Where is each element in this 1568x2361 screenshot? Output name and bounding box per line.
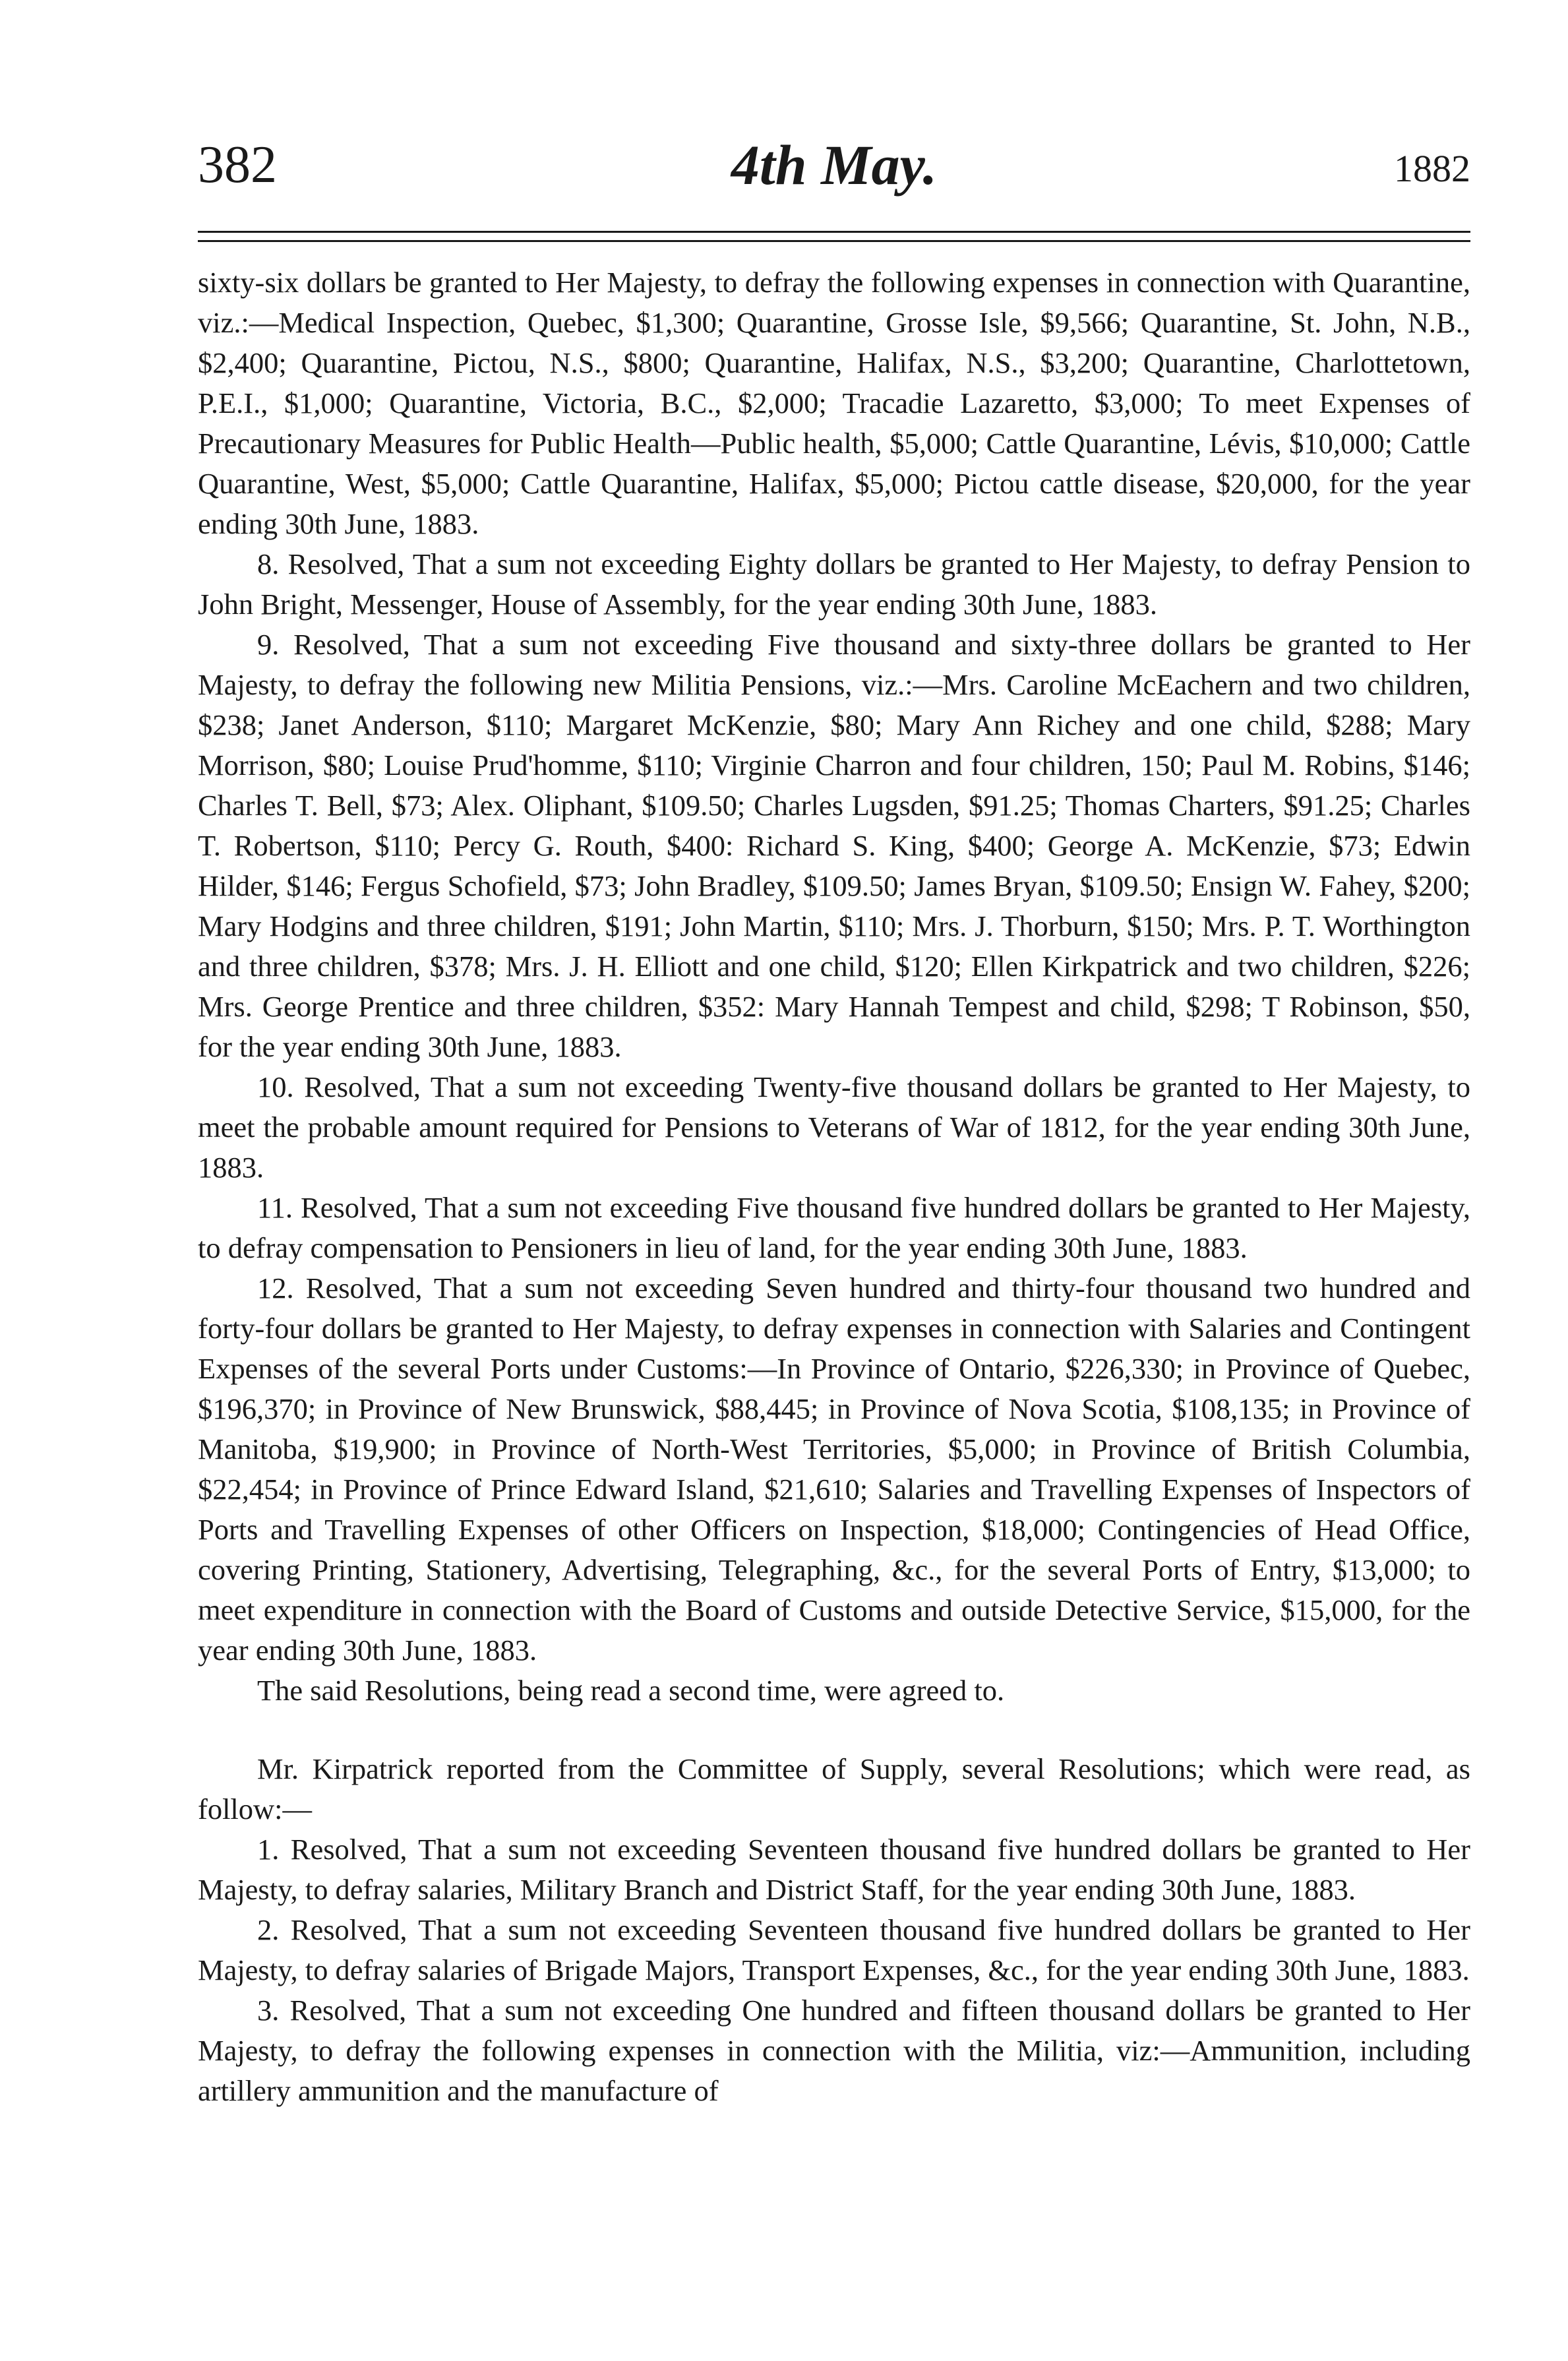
header-rule: [198, 240, 1470, 242]
year-label: 1882: [1394, 147, 1470, 190]
paragraph: 8. Resolved, That a sum not exceeding Eighty dollars be granted to Her Majesty, to defray Pension to John Bright, Messenger, House of Assembly, for the year ending 30th June, 1883.: [198, 547, 1470, 621]
paragraph: 12. Resolved, That a sum not exceeding Seven hundred and thirty-four thousand two hundred and forty-four dollars be granted to Her Majesty, to defray expenses in connection with Salaries and Contingent Expenses of the several Ports under Customs:—In Province of Ontario, $226,330; in Province of Quebec, $196,370; in Province of New Brunswick, $88,445; in Province of Nova Scotia, $108,135; in Province of Manitoba, $19,900; in Province of North-West Territories, $5,000; in Province of British Columbia, $22,454; in Province of Prince Edward Island, $21,610; Salaries and Travelling Expenses of Inspectors of Ports and Travelling Expenses of other Officers on Inspection, $18,000; Contingencies of Head Office, covering Printing, Stationery, Advertising, Telegraphing, &c., for the several Ports of Entry, $13,000; to meet expenditure in connection with the Board of Customs and outside Detective Service, $15,000, for the year ending 30th June, 1883.: [198, 1272, 1470, 1667]
page-header: [198, 132, 1470, 204]
paragraph: 1. Resolved, That a sum not exceeding Seventeen thousand five hundred dollars be granted to Her Majesty, to defray salaries, Military Branch and District Staff, for the year ending 30th June, 1883.: [198, 1833, 1470, 1906]
paragraph: 10. Resolved, That a sum not exceeding Twenty-five thousand dollars be granted to Her Majesty, to meet the probable amount required for Pensions to Veterans of War of 1812, for the year ending 30th June, 1883.: [198, 1070, 1470, 1184]
paragraph: 2. Resolved, That a sum not exceeding Seventeen thousand five hundred dollars be granted to Her Majesty, to defray salaries of Brigade Majors, Transport Expenses, &c., for the year ending 30th June, 1883.: [198, 1913, 1470, 1986]
paragraph: 11. Resolved, That a sum not exceeding Five thousand five hundred dollars be granted to Her Majesty, to defray compensation to Pensioners in lieu of land, for the year ending 30th June, 1883.: [198, 1191, 1470, 1264]
running-head: 4th May.: [731, 133, 938, 197]
header-rule: [198, 231, 1470, 233]
paragraph: The said Resolutions, being read a second time, were agreed to.: [257, 1674, 1005, 1707]
page-number: 382: [198, 136, 277, 194]
paragraph: 3. Resolved, That a sum not exceeding One hundred and fifteen thousand dollars be granted to Her Majesty, to defray the following expenses in connection with the Militia, viz:—Ammunition, including artillery ammunition and the manufacture of: [198, 1994, 1470, 2107]
document-body: [198, 262, 1470, 2111]
paragraph: sixty-six dollars be granted to Her Majesty, to defray the following expenses in connection with Quarantine, viz.:—Medical Inspection, Quebec, $1,300; Quarantine, Grosse Isle, $9,566; Quarantine, St. John, N.B., $2,400; Quarantine, Pictou, N.S., $800; Quarantine, Halifax, N.S., $3,200; Quarantine, Charlottetown, P.E.I., $1,000; Quarantine, Victoria, B.C., $2,000; Tracadie Lazaretto, $3,000; To meet Expenses of Precautionary Measures for Public Health—Public health, $5,000; Cattle Quarantine, Lévis, $10,000; Cattle Quarantine, West, $5,000; Cattle Quarantine, Halifax, $5,000; Pictou cattle disease, $20,000, for the year ending 30th June, 1883.: [198, 266, 1470, 540]
paragraph: Mr. Kirpatrick reported from the Committee of Supply, several Resolutions; which were read, as follow:—: [198, 1752, 1470, 1825]
paragraph: 9. Resolved, That a sum not exceeding Five thousand and sixty-three dollars be granted to Her Majesty, to defray the following new Militia Pensions, viz.:—Mrs. Caroline McEachern and two children, $238; Janet Anderson, $110; Margaret McKenzie, $80; Mary Ann Richey and one child, $288; Mary Morrison, $80; Louise Prud'homme, $110; Virginie Charron and four children, 150; Paul M. Robins, $146; Charles T. Bell, $73; Alex. Oliphant, $109.50; Charles Lugsden, $91.25; Thomas Charters, $91.25; Charles T. Robertson, $110; Percy G. Routh, $400: Richard S. King, $400; George A. McKenzie, $73; Edwin Hilder, $146; Fergus Schofield, $73; John Bradley, $109.50; James Bryan, $109.50; Ensign W. Fahey, $200; Mary Hodgins and three children, $191; John Martin, $110; Mrs. J. Thorburn, $150; Mrs. P. T. Worthington and three children, $378; Mrs. J. H. Elliott and one child, $120; Ellen Kirkpatrick and two children, $226; Mrs. George Prentice and three children, $352: Mary Hannah Tempest and child, $298; T Robinson, $50, for the year ending 30th June, 1883.: [198, 628, 1470, 1063]
